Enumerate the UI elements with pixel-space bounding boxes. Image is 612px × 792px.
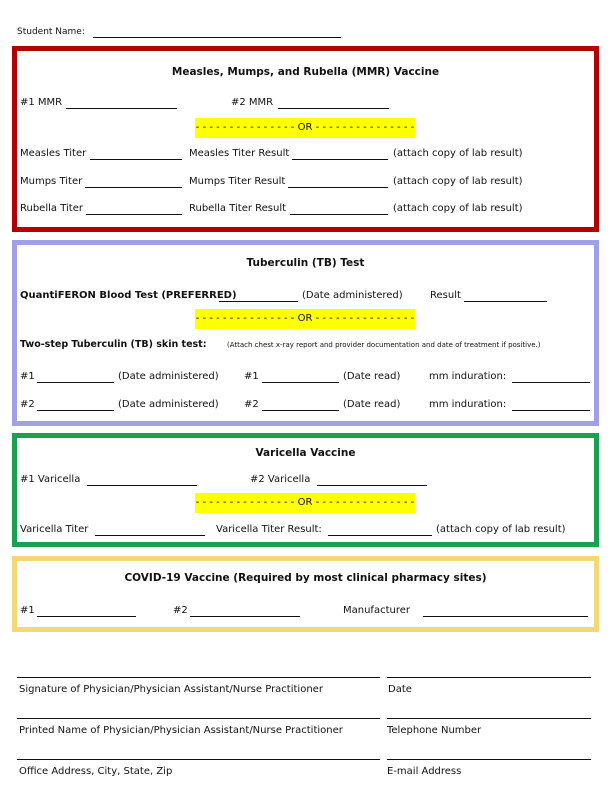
quantiferon-result-label: Result: [430, 290, 461, 301]
email-field[interactable]: [387, 744, 591, 760]
student-name-label: Student Name:: [17, 27, 85, 37]
mmr-or-divider: - - - - - - - - - - - - - - - OR - - - - - - - - - - - - - - -: [195, 118, 415, 138]
two-step-label: Two-step Tuberculin (TB) skin test:: [20, 339, 207, 350]
tb-step1-read-num: #1: [244, 371, 259, 382]
covid-dose1-label: #1: [20, 605, 35, 616]
covid-dose2-label: #2: [173, 605, 188, 616]
tb-step2-read-num: #2: [244, 399, 259, 410]
tb-step2-label: #2: [20, 399, 35, 410]
tb-step1-read-label: (Date read): [343, 371, 401, 382]
mmr-dose2-field[interactable]: [278, 93, 389, 109]
varicella-dose2-field[interactable]: [317, 470, 427, 486]
tb-step1-admin-label: (Date administered): [118, 371, 219, 382]
mmr-dose1-field[interactable]: [66, 93, 177, 109]
quantiferon-date-field[interactable]: [219, 286, 298, 302]
tb-step2-induration-field[interactable]: [512, 395, 590, 411]
rubella-result-label: Rubella Titer Result: [189, 203, 287, 214]
signature-label: Signature of Physician/Physician Assistant/Nurse Practitioner: [19, 684, 323, 695]
office-address-label: Office Address, City, State, Zip: [19, 766, 173, 777]
measles-titer-field[interactable]: [90, 144, 182, 160]
rubella-attach-note: (attach copy of lab result): [393, 203, 523, 214]
covid-title: COVID-19 Vaccine (Required by most clinical pharmacy sites): [124, 572, 487, 584]
tb-step2-induration-label: mm induration:: [429, 399, 507, 410]
tb-step1-read-field[interactable]: [262, 367, 339, 383]
tb-step2-read-label: (Date read): [343, 399, 401, 410]
office-address-field[interactable]: [17, 744, 380, 760]
mmr-dose2-label: #2 MMR: [231, 97, 274, 108]
tb-title: Tuberculin (TB) Test: [246, 257, 365, 269]
varicella-dose1-label: #1 Varicella: [20, 474, 81, 485]
rubella-titer-label: Rubella Titer: [20, 203, 83, 214]
varicella-dose2-label: #2 Varicella: [250, 474, 311, 485]
date-field[interactable]: [387, 662, 591, 678]
covid-manufacturer-field[interactable]: [423, 601, 588, 617]
measles-titer-label: Measles Titer: [20, 148, 87, 159]
varicella-or-divider: - - - - - - - - - - - - - - - OR - - - - - - - - - - - - - - -: [195, 493, 415, 513]
varicella-titer-label: Varicella Titer: [20, 524, 89, 535]
tb-step1-label: #1: [20, 371, 35, 382]
telephone-field[interactable]: [387, 703, 591, 719]
email-label: E-mail Address: [387, 766, 462, 777]
tb-step1-induration-field[interactable]: [512, 367, 590, 383]
varicella-dose1-field[interactable]: [87, 470, 197, 486]
mumps-titer-label: Mumps Titer: [20, 176, 83, 187]
printed-name-field[interactable]: [17, 703, 380, 719]
rubella-titer-field[interactable]: [86, 199, 182, 215]
varicella-titer-result-field[interactable]: [328, 520, 432, 536]
tb-step2-admin-label: (Date administered): [118, 399, 219, 410]
measles-result-field[interactable]: [292, 144, 388, 160]
mmr-dose1-label: #1 MMR: [20, 97, 63, 108]
tb-step2-admin-field[interactable]: [37, 395, 114, 411]
tb-step1-induration-label: mm induration:: [429, 371, 507, 382]
quantiferon-label: QuantiFERON Blood Test (PREFERRED): [20, 290, 237, 301]
tb-step2-read-field[interactable]: [262, 395, 339, 411]
measles-result-label: Measles Titer Result: [189, 148, 290, 159]
mmr-title: Measles, Mumps, and Rubella (MMR) Vaccine: [171, 66, 440, 78]
date-label: Date: [388, 684, 412, 695]
covid-manufacturer-label: Manufacturer: [343, 605, 410, 616]
measles-attach-note: (attach copy of lab result): [393, 148, 523, 159]
two-step-note: (Attach chest x-ray report and provider documentation and date of treatment if positive.): [227, 341, 541, 349]
mumps-attach-note: (attach copy of lab result): [393, 176, 523, 187]
telephone-label: Telephone Number: [387, 725, 482, 736]
mumps-result-field[interactable]: [288, 172, 388, 188]
quantiferon-result-field[interactable]: [464, 286, 547, 302]
quantiferon-date-label: (Date administered): [302, 290, 403, 301]
covid-dose1-field[interactable]: [37, 601, 136, 617]
printed-name-label: Printed Name of Physician/Physician Assistant/Nurse Practitioner: [19, 725, 343, 736]
signature-field[interactable]: [17, 662, 380, 678]
tb-or-divider: - - - - - - - - - - - - - - - OR - - - - - - - - - - - - - - -: [195, 309, 415, 329]
student-name-field[interactable]: [93, 22, 341, 38]
covid-section: [12, 556, 599, 632]
mumps-titer-field[interactable]: [85, 172, 182, 188]
varicella-titer-field[interactable]: [95, 520, 205, 536]
varicella-attach-note: (attach copy of lab result): [436, 524, 566, 535]
tb-step1-admin-field[interactable]: [37, 367, 114, 383]
mumps-result-label: Mumps Titer Result: [189, 176, 286, 187]
rubella-result-field[interactable]: [290, 199, 388, 215]
varicella-title: Varicella Vaccine: [255, 447, 356, 459]
covid-dose2-field[interactable]: [190, 601, 300, 617]
varicella-titer-result-label: Varicella Titer Result:: [216, 524, 322, 535]
